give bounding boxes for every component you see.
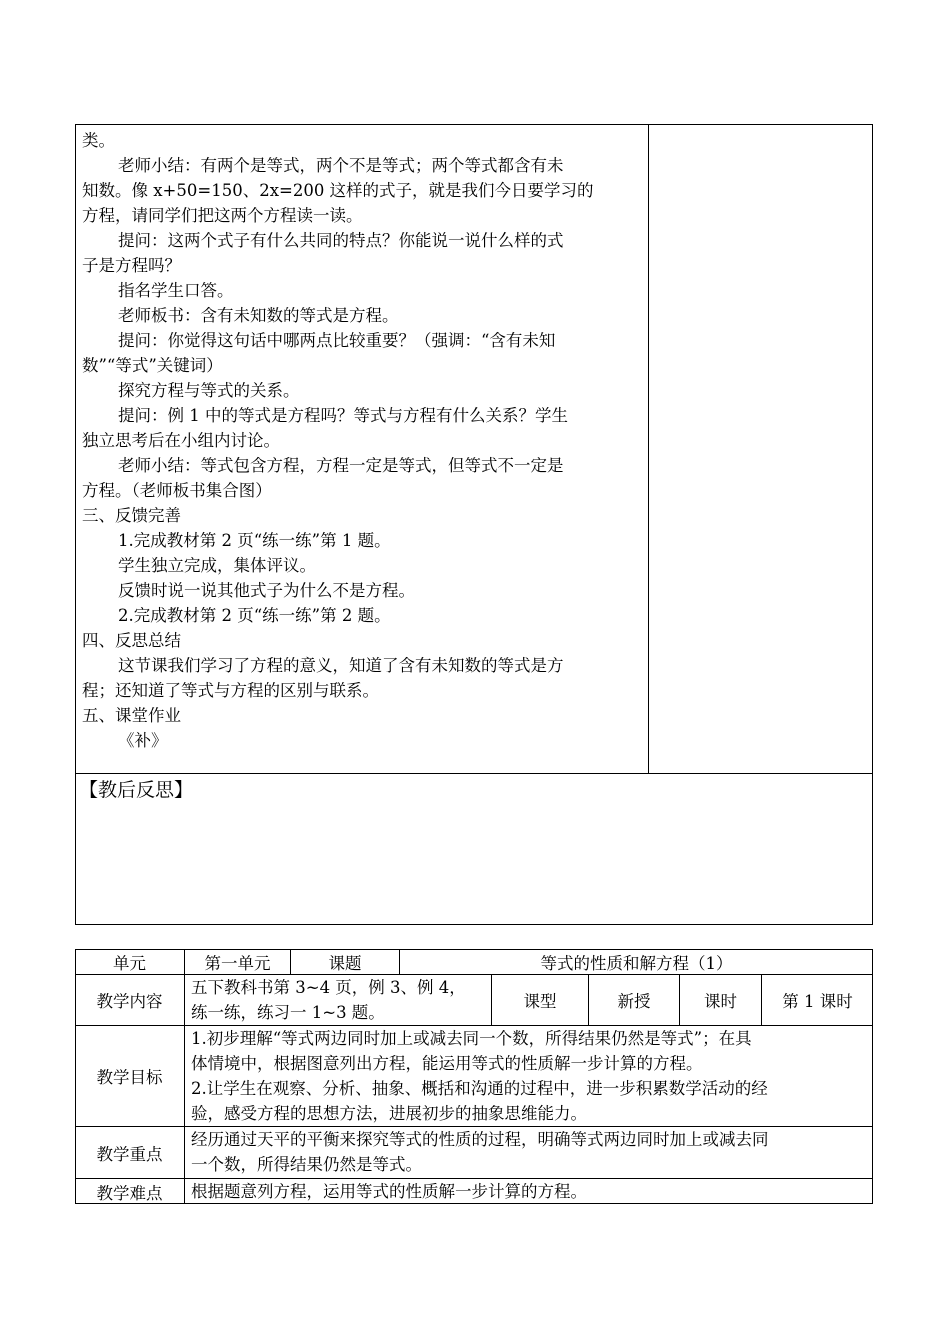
topic-value: 等式的性质和解方程（1）: [540, 953, 733, 973]
lesson-line: 提问：你觉得这句话中哪两点比较重要？（强调：“含有未知: [118, 331, 556, 350]
period-label: 课时: [704, 992, 737, 1011]
notes-column: [649, 125, 872, 773]
reflection-divider: [75, 773, 873, 774]
lesson-line: 指名学生口答。: [118, 281, 234, 300]
lesson-line: 1.完成教材第 2 页“练一练”第 1 题。: [118, 531, 391, 550]
lesson-line: 方程，请同学们把这两个方程读一读。: [82, 206, 363, 225]
lesson-line: 五、课堂作业: [82, 706, 181, 725]
content-line: 五下教科书第 3~4 页，例 3、例 4，: [191, 978, 466, 997]
content-value: [185, 975, 491, 1025]
lesson-line: 数”“等式”关键词）: [82, 356, 223, 375]
unit-label: 单元: [113, 953, 146, 973]
lesson-line: 《补》: [118, 731, 168, 750]
key-label: 教学重点: [96, 1144, 163, 1164]
lesson-line: 程；还知道了等式与方程的区别与联系。: [82, 681, 379, 700]
lesson-line: 子是方程吗？: [82, 256, 181, 275]
lesson-line: 四、反思总结: [82, 631, 181, 650]
lesson-line: 方程。（老师板书集合图）: [82, 481, 272, 500]
difficulty-label: 教学难点: [96, 1183, 163, 1203]
lesson-table: [75, 124, 873, 925]
type-label: 课型: [523, 992, 557, 1011]
topic-label: 课题: [328, 953, 362, 973]
goal-line: 验，感受方程的思想方法，进展初步的抽象思维能力。: [191, 1104, 587, 1123]
info-table: [75, 949, 873, 1204]
goal-line: 1.初步理解“等式两边同时加上或减去同一个数，所得结果仍然是等式”；在具: [191, 1029, 752, 1048]
lesson-line: 2.完成教材第 2 页“练一练”第 2 题。: [118, 606, 391, 625]
difficulty-value: 根据题意列方程，运用等式的性质解一步计算的方程。: [191, 1182, 587, 1201]
content-line: 练一练，练习一 1~3 题。: [191, 1003, 385, 1022]
goals-value: [185, 1026, 873, 1126]
reflection-title: 【教后反思】: [79, 779, 194, 801]
period-value: 第 1 课时: [782, 992, 853, 1011]
lesson-line: 探究方程与等式的关系。: [118, 381, 300, 400]
lesson-line: 类。: [82, 131, 115, 150]
goals-label: 教学目标: [96, 1068, 163, 1087]
lesson-line: 老师小结：有两个是等式，两个不是等式；两个等式都含有未: [118, 156, 564, 175]
lesson-body: [82, 128, 642, 753]
lesson-line: 这节课我们学习了方程的意义，知道了含有未知数的等式是方: [118, 656, 564, 675]
type-value: 新授: [617, 992, 651, 1011]
lesson-line: 独立思考后在小组内讨论。: [82, 431, 280, 450]
lesson-line: 三、反馈完善: [82, 506, 181, 525]
lesson-line: 提问：这两个式子有什么共同的特点？你能说一说什么样的式: [118, 231, 564, 250]
goal-line: 2.让学生在观察、分析、抽象、概括和沟通的过程中，进一步积累数学活动的经: [191, 1079, 768, 1098]
content-label: 教学内容: [96, 992, 163, 1011]
key-value: [185, 1127, 873, 1178]
lesson-line: 学生独立完成，集体评议。: [118, 556, 316, 575]
key-line: 一个数，所得结果仍然是等式。: [191, 1155, 422, 1174]
unit-value: 第一单元: [204, 953, 271, 973]
lesson-line: 反馈时说一说其他式子为什么不是方程。: [118, 581, 415, 600]
lesson-line: 知数。像 x+50=150、2x=200 这样的式子，就是我们今日要学习的: [82, 181, 594, 200]
lesson-line: 提问：例 1 中的等式是方程吗？等式与方程有什么关系？学生: [118, 406, 568, 425]
lesson-line: 老师小结：等式包含方程，方程一定是等式，但等式不一定是: [118, 456, 564, 475]
key-line: 经历通过天平的平衡来探究等式的性质的过程，明确等式两边同时加上或减去同: [191, 1130, 769, 1149]
lesson-line: 老师板书：含有未知数的等式是方程。: [118, 306, 399, 325]
goal-line: 体情境中，根据图意列出方程，能运用等式的性质解一步计算的方程。: [191, 1054, 703, 1073]
